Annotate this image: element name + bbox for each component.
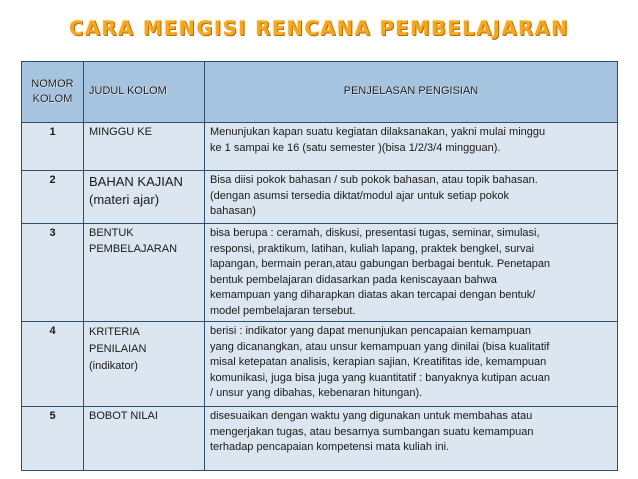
penjelasan-line: komunikasi, juga bisa juga yang kuantitatif : banyaknya kutipan acuan <box>210 371 550 384</box>
penjelasan-line: bahasan) <box>210 205 256 217</box>
table-row <box>22 123 618 171</box>
penjelasan-line: misal ketepatan analisis, kerapian sajian, Kreatifitas ide, kemampuan <box>210 356 547 368</box>
penjelasan-line: Menunjukan kapan suatu kegiatan dilaksanakan, yakni mulai minggu <box>210 126 546 138</box>
table-row <box>22 171 618 224</box>
row-number: 5 <box>22 407 84 471</box>
rencana-table <box>21 61 618 471</box>
penjelasan-line: model pembelajaran tersebut. <box>210 304 356 317</box>
header-nomor-line1: NOMOR <box>31 77 74 90</box>
header-nomor-line2: KOLOM <box>32 93 73 105</box>
row-judul <box>84 224 205 322</box>
row-judul <box>84 123 205 171</box>
judul-line: BENTUK <box>89 227 134 239</box>
row-number: 1 <box>22 123 84 171</box>
row-penjelasan <box>205 322 618 407</box>
row-number: 3 <box>22 224 84 322</box>
header-nomor-kolom <box>22 62 84 123</box>
judul-line: BOBOT NILAI <box>89 410 158 422</box>
penjelasan-line: (dengan asumsi tersedia diktat/modul ajar untuk setiap pokok <box>210 189 510 202</box>
penjelasan-line: bentuk pembelajaran didasarkan pada keniscayaan bahwa <box>210 273 497 286</box>
penjelasan-line: kemampuan yang diharapkan diatas akan tercapai dengan bentuk/ <box>210 289 536 301</box>
row-number: 4 <box>22 322 84 407</box>
penjelasan-line: Bisa diisi pokok bahasan / sub pokok bahasan, atau topik bahasan. <box>210 174 538 186</box>
page-title: CARA MENGISI RENCANA PEMBELAJARAN <box>69 17 569 40</box>
row-number: 2 <box>22 171 84 224</box>
row-penjelasan <box>205 123 618 171</box>
penjelasan-line: berisi : indikator yang dapat menunjukan pencapaian kemampuan <box>210 325 532 337</box>
penjelasan-line: lapangan, bermain peran,atau gabungan berbagai bentuk. Penetapan <box>210 258 551 270</box>
row-penjelasan <box>205 224 618 322</box>
judul-line: BAHAN KAJIAN <box>89 174 183 189</box>
table-row <box>22 224 618 322</box>
table-row <box>22 322 618 407</box>
penjelasan-line: / unsur yang dibahas, kebenaran hitungan). <box>210 387 423 399</box>
row-judul <box>84 322 205 407</box>
penjelasan-line: terhadap pencapaian kompetensi mata kuliah ini. <box>210 441 450 453</box>
judul-line: MINGGU KE <box>89 126 152 138</box>
row-judul <box>84 407 205 471</box>
judul-line: KRITERIA <box>89 326 140 338</box>
penjelasan-line: bisa berupa : ceramah, diskusi, presentasi tugas, seminar, simulasi, <box>210 227 540 239</box>
penjelasan-line: mengerjakan tugas, atau besarnya sumbangan suatu kemampuan <box>210 425 534 438</box>
table-row <box>22 407 618 471</box>
row-judul <box>84 171 205 224</box>
penjelasan-line: disesuaikan dengan waktu yang digunakan untuk membahas atau <box>210 410 533 422</box>
penjelasan-line: ke 1 sampai ke 16 (satu semester )(bisa 1/2/3/4 mingguan). <box>210 141 501 154</box>
penjelasan-line: yang dicanangkan, atau unsur kemampuan yang dinilai (bisa kualitatif <box>210 340 550 353</box>
judul-line: PENILAIAN <box>89 343 147 355</box>
row-penjelasan <box>205 407 618 471</box>
judul-line: (materi ajar) <box>89 192 160 207</box>
penjelasan-line: responsi, praktikum, latihan, kuliah lapang, praktek bengkel, survai <box>210 242 535 255</box>
judul-line: (indikator) <box>89 360 138 372</box>
header-penjelasan-pengisian: PENJELASAN PENGISIAN <box>205 62 618 123</box>
header-row <box>22 62 618 123</box>
row-penjelasan <box>205 171 618 224</box>
judul-line: PEMBELAJARAN <box>89 242 178 255</box>
header-judul-kolom: JUDUL KOLOM <box>84 62 205 123</box>
